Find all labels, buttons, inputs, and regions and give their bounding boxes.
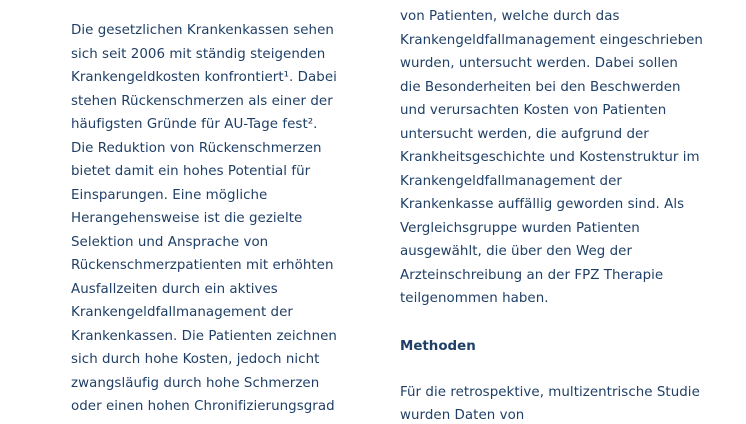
text-line: Krankenkasse auffällig geworden sind. Als	[400, 197, 685, 212]
text-line: teilgenommen haben.	[400, 291, 549, 306]
text-line: sich durch hohe Kosten, jedoch nicht	[71, 352, 320, 367]
text-line: oder einen hohen Chronifizierungsgrad	[71, 399, 335, 414]
text-line: die Besonderheiten bei den Beschwerden	[400, 80, 681, 95]
text-line: wurden Daten von	[400, 408, 525, 423]
text-line: ausgewählt, die über den Weg der	[400, 244, 633, 259]
text-line: Krankheitsgeschichte und Kostenstruktur im	[400, 150, 700, 165]
text-line: sich seit 2006 mit ständig steigenden	[71, 47, 326, 62]
text-line: Herangehensweise ist die gezielte	[71, 211, 303, 226]
text-line: Die Reduktion von Rückenschmerzen	[71, 141, 322, 156]
text-line: Krankengeldfallmanagement der	[71, 305, 293, 320]
text-line: Einsparungen. Eine mögliche	[71, 188, 268, 203]
text-line: Ausfallzeiten durch ein aktives	[71, 282, 278, 297]
section-heading-methoden: Methoden	[400, 339, 476, 354]
text-line: untersucht werden, die aufgrund der	[400, 127, 649, 142]
text-line: Selektion und Ansprache von	[71, 235, 269, 250]
text-line: bietet damit ein hohes Potential für	[71, 164, 311, 179]
text-line: häufigsten Gründe für AU-Tage fest².	[71, 117, 318, 132]
text-line: Die gesetzlichen Krankenkassen sehen	[71, 23, 334, 38]
text-line: wurden, untersucht werden. Dabei sollen	[400, 56, 678, 71]
text-line: Rückenschmerzpatienten mit erhöhten	[71, 258, 334, 273]
text-line: Für die retrospektive, multizentrische Studie	[400, 385, 700, 400]
text-line: zwangsläufig durch hohe Schmerzen	[71, 376, 320, 391]
text-line: Krankengeldfallmanagement der	[400, 174, 622, 189]
text-line: und verursachten Kosten von Patienten	[400, 103, 667, 118]
text-line: Vergleichsgruppe wurden Patienten	[400, 221, 640, 236]
text-line: von Patienten, welche durch das	[400, 9, 620, 24]
text-line: Krankengeldkosten konfrontiert¹. Dabei	[71, 70, 337, 85]
text-line: Arzteinschreibung an der FPZ Therapie	[400, 268, 664, 283]
text-line: Krankengeldfallmanagement eingeschrieben	[400, 33, 703, 48]
text-line: stehen Rückenschmerzen als einer der	[71, 94, 333, 109]
text-line: Krankenkassen. Die Patienten zeichnen	[71, 329, 337, 344]
